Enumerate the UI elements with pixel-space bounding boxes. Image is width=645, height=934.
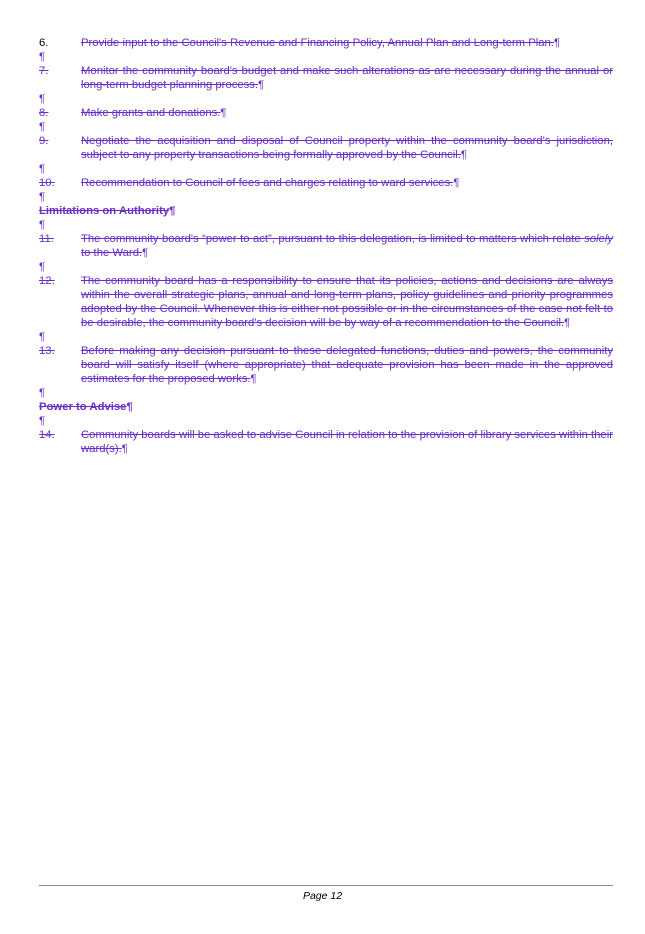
list-item — [39, 176, 613, 190]
paragraph-mark: ¶ — [564, 317, 571, 329]
paragraph-mark: ¶ — [460, 149, 467, 161]
section-heading-limitations — [39, 204, 613, 218]
item-text: Provide input to the Council's Revenue and Financing Policy, Annual Plan and Long-term Plan. — [81, 37, 554, 49]
list-item — [39, 428, 613, 456]
item-number: 6. — [39, 37, 49, 49]
item-text-part: The community board's “power to act”, pursuant to this delegation, is limited to matters which relate — [81, 233, 585, 245]
item-text: Before making any decision pursuant to these delegated functions, duties and powers, the community board will satisfy itself (where appropriate) that adequate provision has been made in the approved estimates for the proposed works. — [81, 345, 613, 385]
heading-text: Power to Advise — [39, 401, 127, 413]
item-text — [81, 233, 613, 259]
paragraph-mark: ¶ — [169, 205, 176, 217]
paragraph-mark: ¶ — [121, 443, 128, 455]
item-text: Monitor the community board's budget and make such alterations as are necessary during the annual or long-term budget planning process. — [81, 65, 613, 91]
heading-text: Limitations on Authority — [39, 205, 170, 217]
paragraph-mark: ¶ — [39, 191, 46, 203]
list-item — [39, 232, 613, 260]
item-text-part: to the Ward. — [81, 247, 143, 259]
item-text: Recommendation to Council of fees and charges relating to ward services. — [81, 177, 454, 189]
item-text: Community boards will be asked to advise Council in relation to the provision of library services within their ward(s). — [81, 429, 613, 455]
paragraph-mark: ¶ — [126, 401, 133, 413]
paragraph-mark: ¶ — [258, 79, 265, 91]
item-text: Make grants and donations. — [81, 107, 221, 119]
footer-divider — [39, 885, 613, 886]
paragraph-mark: ¶ — [39, 219, 46, 231]
paragraph-mark: ¶ — [142, 247, 149, 259]
paragraph-mark: ¶ — [39, 121, 46, 133]
item-text: The community board has a responsibility to ensure that its policies, actions and decisions are always within the overall strategic plans, annual and long-term plans, policy guidelines and priority programmes adopted by the Council. Whenever this is either not possible or in the circumstances of the case not felt to be desirable, the community board's decision will be by way of a recommendation to the Council. — [81, 275, 613, 329]
item-text: Negotiate the acquisition and disposal of Council property within the community board's jurisdiction, subject to any property transactions being formally approved by the Council. — [81, 135, 613, 161]
list-item — [39, 36, 613, 50]
paragraph-mark: ¶ — [39, 261, 46, 273]
paragraph-mark: ¶ — [453, 177, 460, 189]
document-body — [39, 36, 613, 456]
paragraph-mark: ¶ — [39, 331, 46, 343]
paragraph-mark: ¶ — [39, 163, 46, 175]
item-number: 7. — [39, 65, 49, 77]
paragraph-mark: ¶ — [39, 51, 46, 63]
item-number: 10. — [39, 177, 55, 189]
paragraph-mark: ¶ — [250, 373, 257, 385]
item-number: 12. — [39, 275, 55, 287]
section-heading-advise — [39, 400, 613, 414]
list-item — [39, 106, 613, 120]
item-number: 13. — [39, 345, 55, 357]
list-item — [39, 64, 613, 92]
item-number: 9. — [39, 135, 49, 147]
item-number: 11. — [39, 233, 54, 245]
item-number: 8. — [39, 107, 49, 119]
paragraph-mark: ¶ — [553, 37, 561, 49]
paragraph-mark: ¶ — [39, 93, 46, 105]
list-item — [39, 134, 613, 162]
item-text-emphasis: solely — [584, 233, 613, 245]
paragraph-mark: ¶ — [220, 107, 227, 119]
item-number: 14. — [39, 429, 55, 441]
list-item — [39, 274, 613, 330]
paragraph-mark: ¶ — [39, 415, 46, 427]
paragraph-mark: ¶ — [39, 387, 46, 399]
page-number: Page 12 — [302, 890, 343, 902]
list-item — [39, 344, 613, 386]
